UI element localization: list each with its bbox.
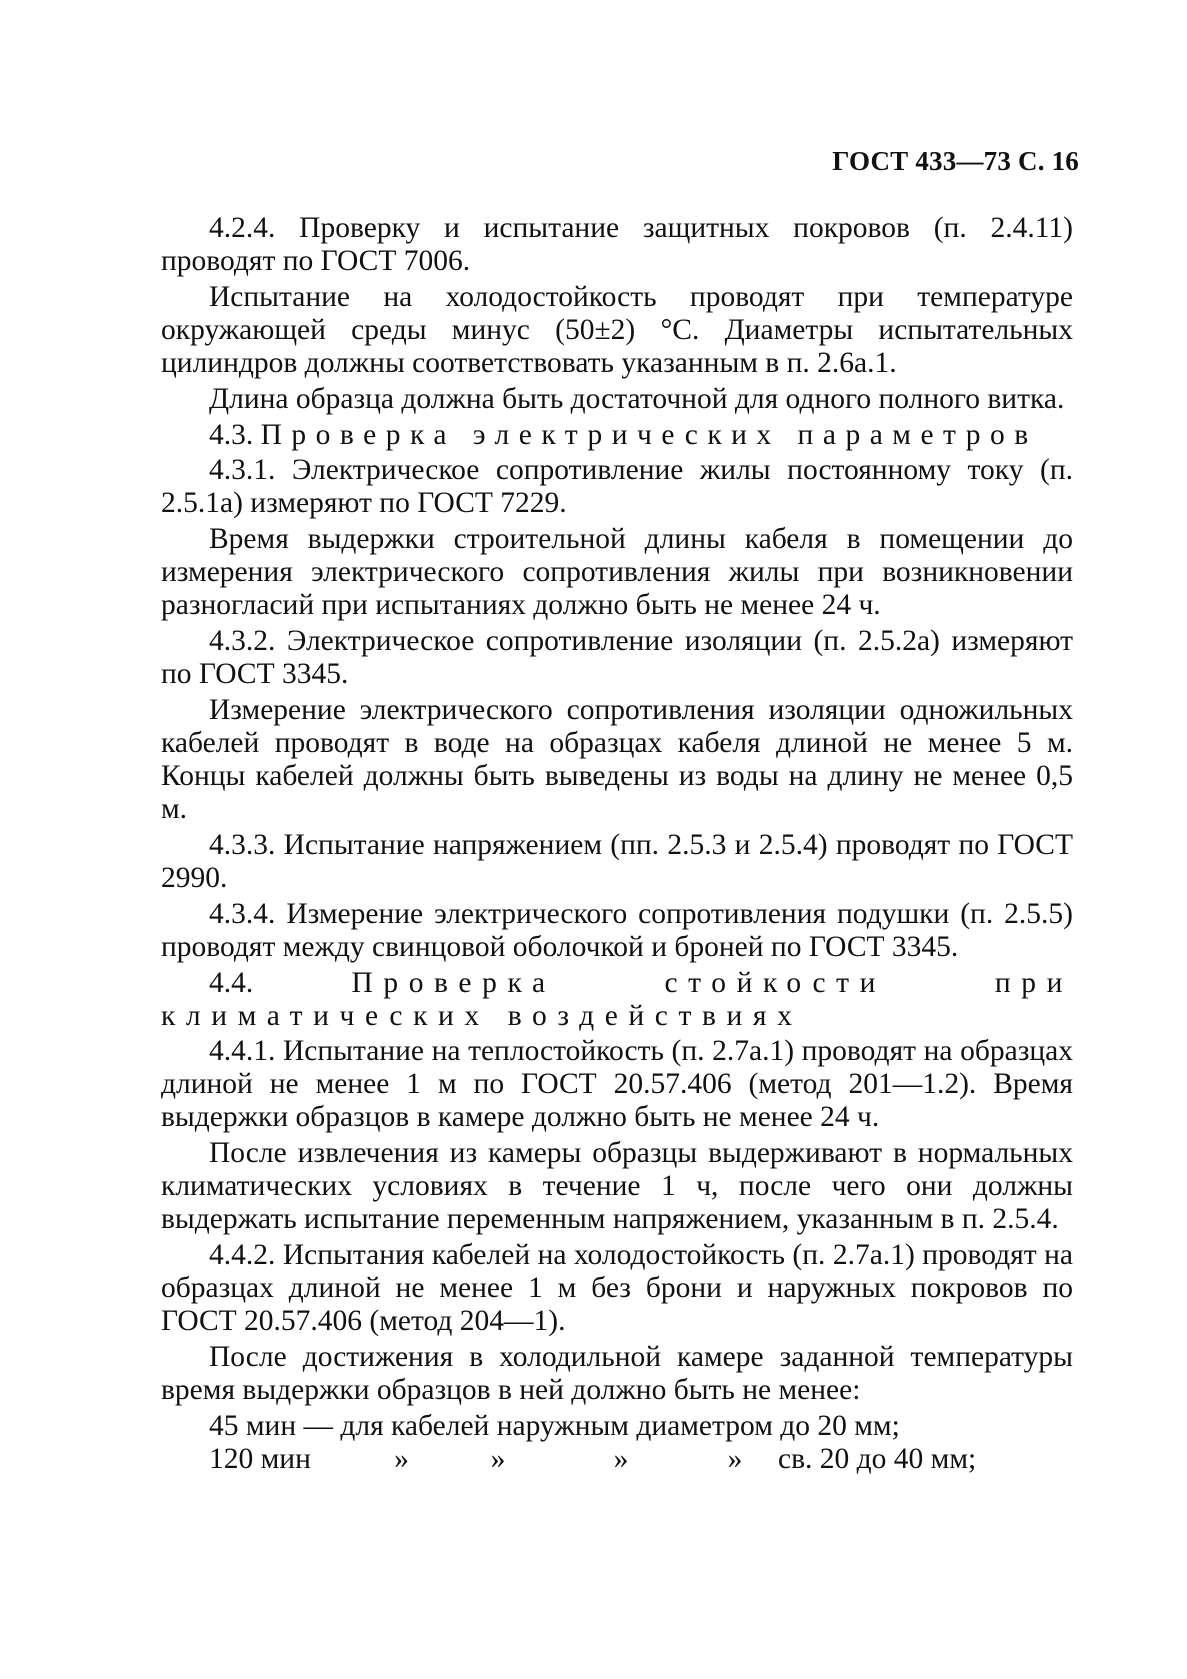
section-title: Проверка стойкости при климатических воздействиях: [161, 967, 1073, 1032]
page-header: ГОСТ 433—73 С. 16: [832, 146, 1079, 176]
list-item: [161, 1410, 1073, 1443]
ditto-mark: »: [490, 1443, 506, 1475]
paragraph-4-2-4: 4.2.4. Проверку и испытание защитных покровов (п. 2.4.11) проводят по ГОСТ 7006.: [161, 212, 1073, 277]
document-body: [161, 212, 1073, 1476]
section-heading-4-3: [161, 419, 1073, 452]
section-number: 4.4.: [209, 967, 254, 999]
paragraph-4-4-1-after: После извлечения из камеры образцы выдерживают в нормальных климатических условиях в течение 1 ч, после чего они должны выдержать испытание переменным напряжением, указанным в п. 2.5.4.: [161, 1137, 1073, 1235]
paragraph-4-4-2: 4.4.2. Испытания кабелей на холодостойкость (п. 2.7а.1) проводят на образцах длиной не менее 1 м без брони и наружных покровов по ГОСТ 20.57.406 (метод 204—1).: [161, 1239, 1073, 1337]
ditto-mark: »: [727, 1443, 743, 1475]
section-title: Проверка электрических параметров: [260, 419, 1038, 451]
paragraph-4-4-1: 4.4.1. Испытание на теплостойкость (п. 2.7а.1) проводят на образцах длиной не менее 1 м по ГОСТ 20.57.406 (метод 201—1.2). Время выдержки образцов в камере должно быть не менее 24 ч.: [161, 1035, 1073, 1133]
list-item-text: 45 мин — для кабелей наружным диаметром до 20 мм;: [209, 1410, 900, 1442]
ditto-mark: »: [613, 1443, 629, 1475]
paragraph-4-3-4: 4.3.4. Измерение электрического сопротивления подушки (п. 2.5.5) проводят между свинцовой оболочкой и броней по ГОСТ 3345.: [161, 898, 1073, 963]
paragraph-4-3-3: 4.3.3. Испытание напряжением (пп. 2.5.3 и 2.5.4) проводят по ГОСТ 2990.: [161, 829, 1073, 894]
ditto-mark: »: [394, 1443, 409, 1475]
paragraph-4-3-1: 4.3.1. Электрическое сопротивление жилы постоянному току (п. 2.5.1а) измеряют по ГОСТ 7229.: [161, 454, 1073, 519]
paragraph-4-2-4-length: Длина образца должна быть достаточной для одного полного витка.: [209, 383, 1065, 415]
paragraph-4-3-1-time: Время выдержки строительной длины кабеля в помещении до измерения электрического сопротивления жилы при возникновении разногласий при испытаниях должно быть не менее 24 ч.: [161, 523, 1073, 621]
section-number: 4.3.: [209, 419, 254, 451]
paragraph-4-2-4-cold: Испытание на холодостойкость проводят при температуре окружающей среды минус (50±2) °С. Диаметры испытательных цилиндров должны соответствовать указанным в п. 2.6а.1.: [161, 281, 1073, 379]
list-item-time: 120 мин: [209, 1443, 311, 1475]
list-item-range: св. 20 до 40 мм;: [778, 1443, 977, 1475]
paragraph-4-3-2-measure: Измерение электрического сопротивления изоляции одножильных кабелей проводят в воде на образцах кабеля длиной не менее 5 м. Концы кабелей должны быть выведены из воды на длину не менее 0,5 м.: [161, 694, 1073, 825]
section-heading-4-4: [161, 967, 1073, 1033]
list-item: [161, 1443, 1073, 1476]
paragraph-4-3-2: 4.3.2. Электрическое сопротивление изоляции (п. 2.5.2а) измеряют по ГОСТ 3345.: [161, 625, 1073, 690]
paragraph-4-4-2-after: После достижения в холодильной камере заданной температуры время выдержки образцов в ней должно быть не менее:: [161, 1341, 1073, 1406]
